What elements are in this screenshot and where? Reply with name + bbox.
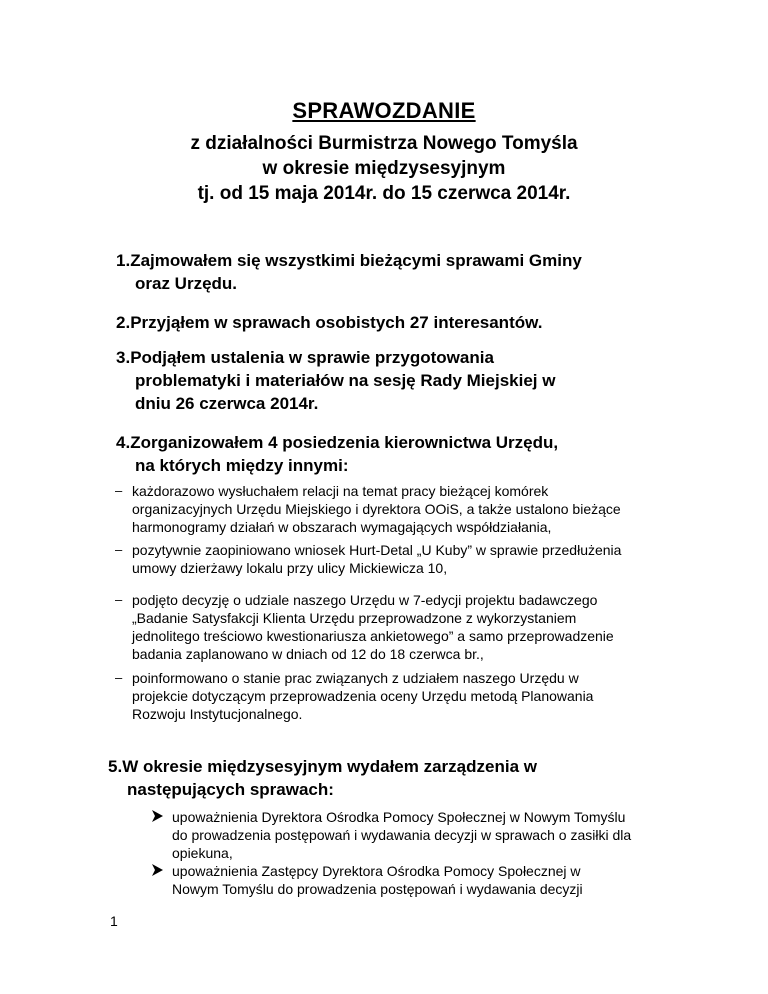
arrow-right-icon	[150, 809, 164, 823]
section-number: 3.	[116, 348, 131, 367]
list-item-line: każdorazowo wysłuchałem relacji na temat pracy bieżącej komórek	[132, 483, 549, 499]
dash-bullet: –	[115, 592, 123, 607]
list-item-line: opiekuna,	[172, 845, 233, 861]
page-number: 1	[110, 913, 118, 929]
section-number: 1.	[116, 251, 131, 270]
list-item-line: upoważnienia Zastępcy Dyrektora Ośrodka Pomocy Społecznej w	[172, 863, 581, 879]
section-text-continued: na których między innymi:	[135, 456, 349, 475]
section-text: Podjąłem ustalenia w sprawie przygotowania	[130, 348, 494, 367]
section-text-continued: następujących sprawach:	[127, 780, 334, 799]
dash-bullet: –	[115, 542, 123, 557]
list-item-line: Nowym Tomyślu do prowadzenia postępowań i wydawania decyzji	[172, 881, 583, 897]
arrow-right-icon	[150, 863, 164, 877]
section-5	[108, 755, 537, 801]
document-subtitle-line-2: w okresie międzysesyjnym	[262, 158, 506, 179]
list-item-line: organizacyjnych Urzędu Miejskiego i dyrektora OOiS, a także ustalono bieżące	[132, 501, 621, 517]
section-text-continued: problematyki i materiałów na sesję Rady Miejskiej w	[135, 371, 556, 390]
section-text-continued: dniu 26 czerwca 2014r.	[135, 394, 319, 413]
document-subtitle-line-3: tj. od 15 maja 2014r. do 15 czerwca 2014r.	[197, 183, 571, 204]
list-item-line: projekcie dotyczącym przeprowadzenia oceny Urzędu metodą Planowania	[132, 688, 594, 704]
list-item	[172, 862, 692, 898]
section-text: W okresie międzysesyjnym wydałem zarządzenia w	[122, 757, 537, 776]
section-text: Przyjąłem w sprawach osobistych 27 interesantów.	[130, 313, 543, 332]
list-item	[115, 591, 712, 663]
section-1	[116, 249, 582, 295]
list-item	[115, 482, 712, 536]
list-item-line: poinformowano o stanie prac związanych z udziałem naszego Urzędu w	[132, 670, 579, 686]
list-item-line: upoważnienia Dyrektora Ośrodka Pomocy Społecznej w Nowym Tomyślu	[172, 809, 626, 825]
list-item-line: podjęto decyzję o udziale naszego Urzędu w 7-edycji projektu badawczego	[132, 592, 598, 608]
document-title: SPRAWOZDANIE	[292, 98, 476, 123]
section-text: Zajmowałem się wszystkimi bieżącymi sprawami Gminy	[130, 251, 582, 270]
dash-bullet: –	[115, 483, 123, 498]
document-subtitle-line-1: z działalności Burmistrza Nowego Tomyśla	[190, 133, 578, 154]
list-item	[172, 808, 692, 862]
list-item	[115, 541, 712, 577]
list-item-line: badania zaplanowano w dniach od 12 do 18 czerwca br.,	[132, 646, 484, 662]
section-3	[116, 346, 555, 415]
list-item-line: do prowadzenia postępowań i wydawania decyzji w sprawach o zasiłki dla	[172, 827, 632, 843]
list-item-line: Rozwoju Instytucjonalnego.	[132, 706, 303, 722]
list-item-line: harmonogramy działań w obszarach wymagających współdziałania,	[132, 519, 552, 535]
dash-bullet: –	[115, 670, 123, 685]
list-item-line: pozytywnie zaopiniowano wniosek Hurt-Detal „U Kuby” w sprawie przedłużenia	[132, 542, 622, 558]
list-item-line: „Badanie Satysfakcji Klienta Urzędu przeprowadzone z wykorzystaniem	[132, 610, 577, 626]
section-2	[116, 311, 542, 334]
list-item-line: umowy dzierżawy lokalu przy ulicy Mickiewicza 10,	[132, 560, 448, 576]
list-item	[115, 669, 712, 723]
section-number: 5.	[108, 757, 123, 776]
section-text-continued: oraz Urzędu.	[135, 274, 238, 293]
section-number: 2.	[116, 313, 131, 332]
list-item-line: jednolitego treściowo kwestionariusza ankietowego” a samo przeprowadzenie	[132, 628, 614, 644]
section-text: Zorganizowałem 4 posiedzenia kierownictwa Urzędu,	[130, 433, 559, 452]
section-4	[116, 431, 558, 477]
section-number: 4.	[116, 433, 131, 452]
